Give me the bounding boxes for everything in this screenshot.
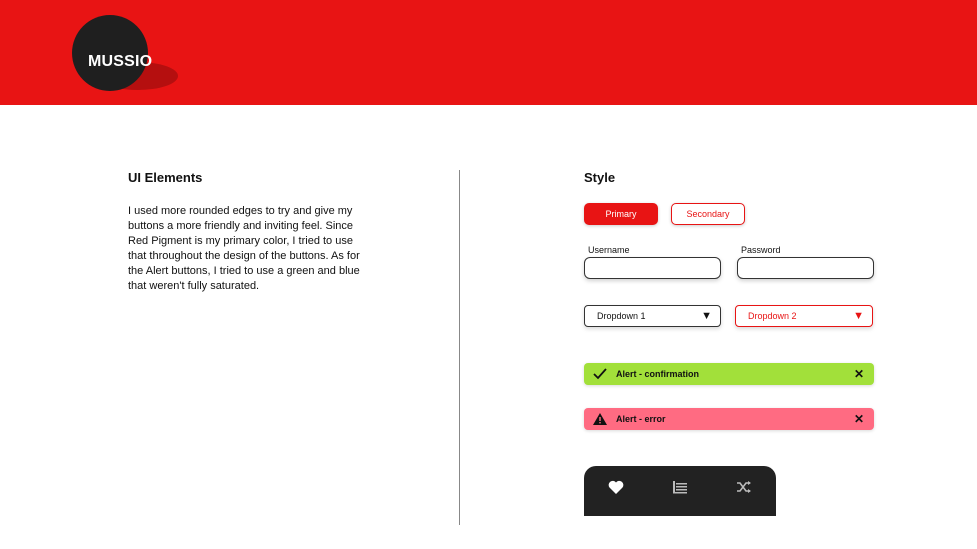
alert-confirmation-text: Alert - confirmation [616, 369, 700, 379]
close-icon[interactable]: ✕ [853, 367, 864, 381]
username-field[interactable] [584, 257, 721, 279]
dropdown-2[interactable] [735, 305, 873, 327]
shuffle-icon[interactable] [735, 478, 753, 496]
alert-error [584, 408, 874, 430]
dropdown-2-label: Dropdown 2 [748, 311, 797, 321]
dropdown-1-label: Dropdown 1 [597, 311, 646, 321]
vertical-divider [459, 170, 460, 525]
checkmark-icon [592, 366, 608, 382]
description-text: I used more rounded edges to try and give my buttons a more friendly and inviting feel. Since Red Pigment is my primary color, I tried to use that throughout the design of the buttons. As for the Alert buttons, I tried to use a green and blue that weren't fully saturated. [128, 205, 360, 292]
triangle-down-icon: ▼ [853, 309, 864, 322]
dropdown-1[interactable] [584, 305, 721, 327]
password-label: Password [741, 245, 781, 255]
bottom-nav-bar [584, 466, 776, 516]
alert-confirmation [584, 363, 874, 385]
header-bar [0, 0, 977, 105]
logo-text: MUSSIO [88, 53, 153, 70]
playlist-icon[interactable] [671, 478, 689, 496]
alert-error-text: Alert - error [616, 414, 666, 424]
primary-button[interactable]: Primary [584, 203, 658, 225]
username-label: Username [588, 245, 630, 255]
password-field[interactable] [737, 257, 874, 279]
close-icon[interactable]: ✕ [853, 412, 864, 426]
section-title-style: Style [584, 170, 616, 185]
warning-icon [592, 411, 608, 427]
heart-icon[interactable] [607, 478, 625, 496]
section-title-ui-elements: UI Elements [128, 170, 203, 185]
triangle-down-icon: ▼ [701, 309, 712, 322]
secondary-button[interactable]: Secondary [671, 203, 745, 225]
